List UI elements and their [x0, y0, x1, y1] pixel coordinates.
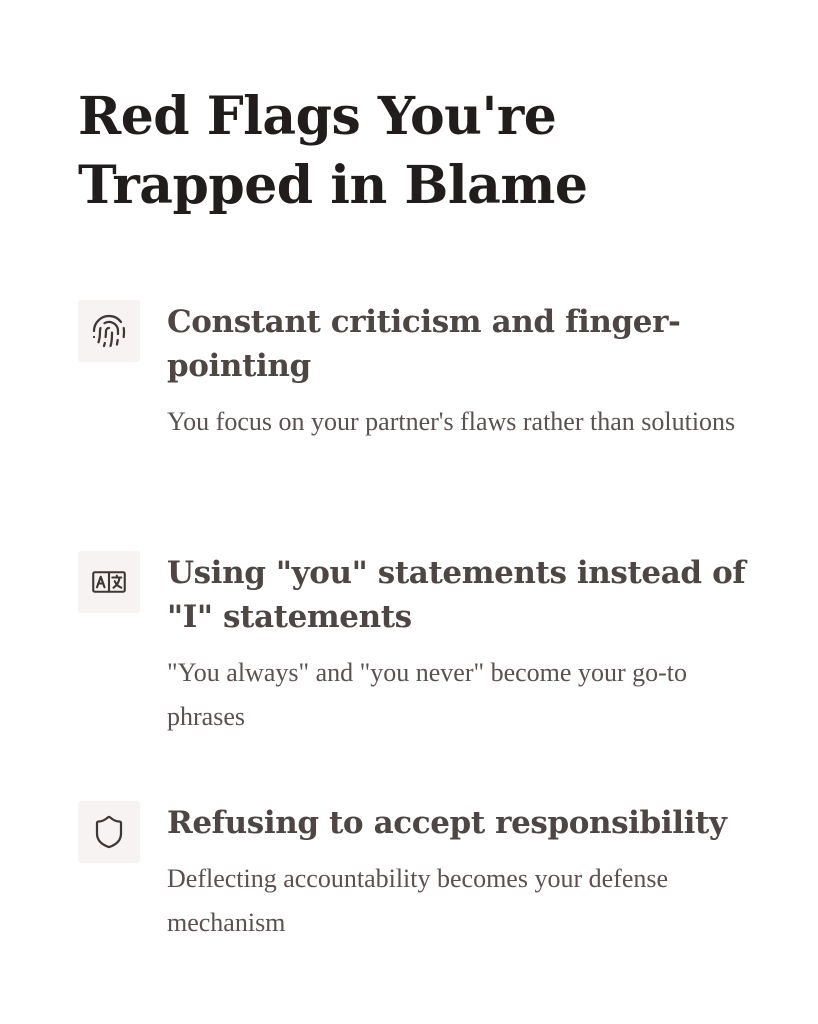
- icon-container: [78, 801, 140, 863]
- item-description: "You always" and "you never" become your go-to phrases: [167, 658, 687, 731]
- page-title: Red Flags You're Trapped in Blame: [78, 86, 588, 216]
- item-description: You focus on your partner's flaws rather than solutions: [167, 407, 736, 436]
- item-title: Using "you" statements instead of "I" statements: [167, 555, 746, 635]
- item-title: Refusing to accept responsibility: [167, 805, 727, 841]
- shield-icon: [91, 814, 127, 850]
- item-title: Constant criticism and finger-pointing: [167, 304, 681, 384]
- item-description: Deflecting accountability becomes your defense mechanism: [167, 864, 669, 937]
- icon-container: [78, 551, 140, 613]
- icon-container: [78, 300, 140, 362]
- fingerprint-icon: [91, 313, 127, 349]
- translate-icon: [91, 564, 127, 600]
